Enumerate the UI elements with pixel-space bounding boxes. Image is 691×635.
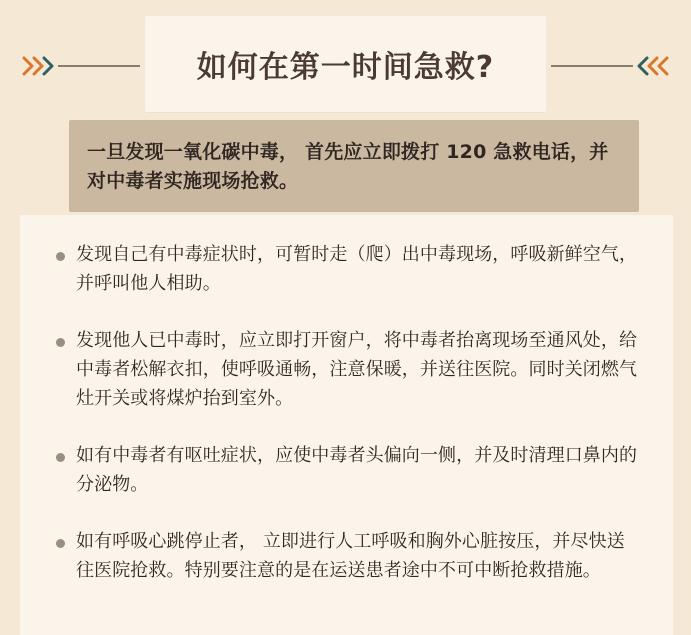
title-box [145,16,546,112]
tip-text: 如有呼吸心跳停止者， 立即进行人工呼吸和胸外心脏按压，并尽快送往医院抢救。特别要注意的是在运送患者途中不可中断抢救措施。 [76,531,625,581]
tip-text: 如有中毒者有呕吐症状，应使中毒者头偏向一侧，并及时清理口鼻内的分泌物。 [76,445,638,495]
dot-bullet-icon [56,539,65,548]
page-title: 如何在第一时间急救? [196,50,495,85]
dot-bullet-icon [56,252,65,261]
double-chevron-ornament-icon [551,56,671,76]
dot-bullet-icon [56,338,65,347]
dot-bullet-icon [56,453,65,462]
tip-text: 发现他人已中毒时，应立即打开窗户，将中毒者抬离现场至通风处，给中毒者松解衣扣，使呼吸通畅，注意保暖，并送往医院。同时关闭燃气灶开关或将煤炉抬到室外。 [76,330,638,409]
list-item [56,527,640,585]
list-item [56,240,640,298]
callout-text: 一旦发现一氧化碳中毒， 首先应立即拨打 120 急救电话，并对中毒者实施现场抢救。 [87,141,609,192]
tip-text: 发现自己有中毒症状时，可暂时走（爬）出中毒现场，呼吸新鲜空气，并呼叫他人相助。 [76,244,638,294]
list-item [56,441,640,499]
callout [69,120,639,212]
tips-list [56,240,640,613]
list-item [56,326,640,413]
double-chevron-ornament-icon [20,56,140,76]
header [0,0,691,120]
content-card [20,215,673,635]
